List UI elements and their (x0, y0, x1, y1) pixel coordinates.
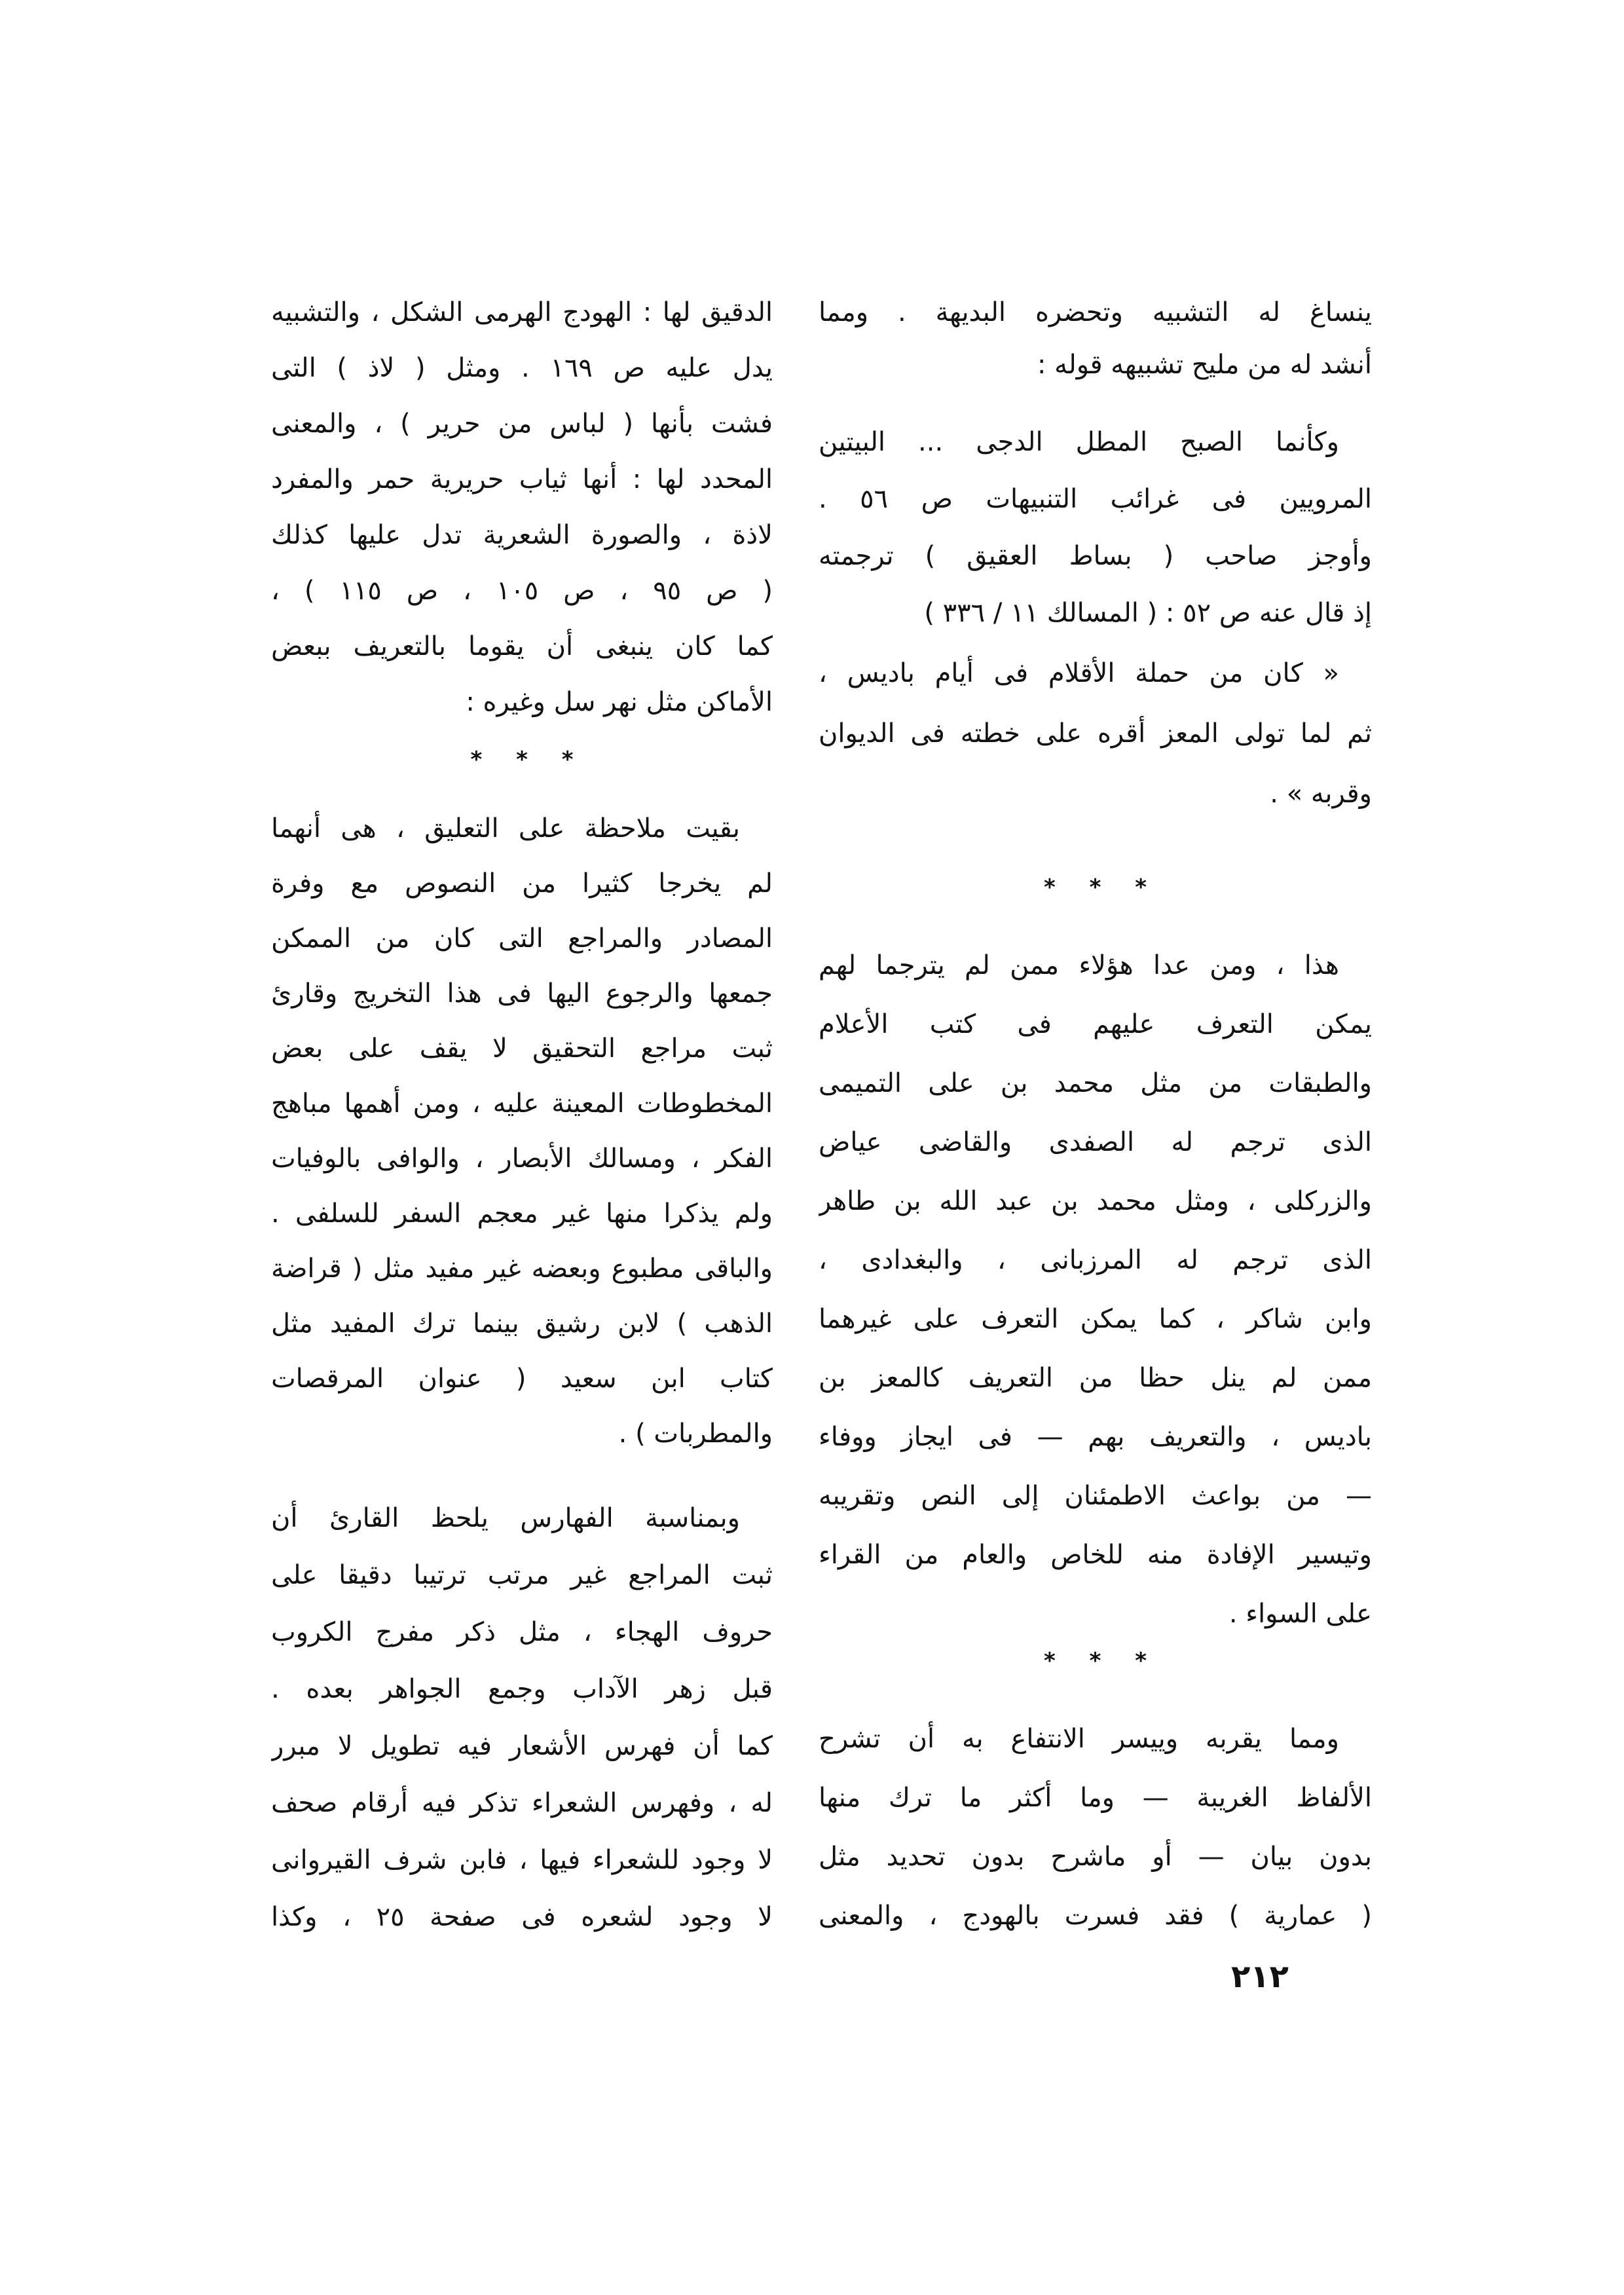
text-line: المصادر والمراجع التى كان من الممكن (271, 924, 773, 954)
section-separator: * * * (470, 747, 574, 773)
text-line: جمعها والرجوع اليها فى هذا التخريج وقارئ (271, 979, 773, 1009)
text-line: بقيت ملاحظة على التعليق ، هى أنهما (271, 813, 740, 844)
text-line: ثبت مراجع التحقيق لا يقف على بعض (271, 1034, 773, 1064)
text-line: إذ قال عنه ص ٥٢ : ( المسالك ١١ / ٣٣٦ ) (924, 598, 1372, 628)
text-line: الذى ترجم له المرزبانى ، والبغدادى ، (819, 1245, 1372, 1275)
text-line: والزركلى ، ومثل محمد بن عبد الله بن طاهر (819, 1186, 1372, 1216)
text-line: وبمناسبة الفهارس يلحظ القارئ أن (271, 1503, 740, 1533)
text-line: كما كان ينبغى أن يقوما بالتعريف ببعض (271, 631, 773, 662)
text-line: يدل عليه ص ١٦٩ . ومثل ( لاذ ) التى (271, 353, 773, 383)
text-line: ( ص ٩٥ ، ص ١٠٥ ، ص ١١٥ ) ، (271, 576, 773, 606)
text-line: باديس ، والتعريف بهم — فى ايجاز ووفاء (819, 1422, 1372, 1452)
paragraph (819, 286, 1372, 391)
text-line: المحدد لها : أنها ثياب حريرية حمر والمفرد (271, 464, 773, 494)
text-line: فشت بأنها ( لباس من حرير ) ، والمعنى (271, 409, 773, 439)
text-line: وتيسير الإفادة منه للخاص والعام من القراء (819, 1540, 1372, 1570)
page-number: ٢١٢ (1231, 1958, 1289, 1995)
text-line: الأماكن مثل نهر سل وغيره : (466, 687, 773, 717)
text-line: ثم لما تولى المعز أقره على خطته فى الديوان (819, 718, 1372, 749)
text-line: ومما يقربه وييسر الانتفاع به أن تشرح (819, 1724, 1339, 1754)
text-line: والمطربات ) . (618, 1419, 773, 1449)
text-line: — من بواعث الاطمئنان إلى النص وتقريبه (819, 1481, 1372, 1511)
text-line: لاذة ، والصورة الشعرية تدل عليها كذلك (271, 520, 773, 550)
text-line: والباقى مطبوع وبعضه غير مفيد مثل ( قراضة (271, 1254, 773, 1284)
text-line: المرويين فى غرائب التنبيهات ص ٥٦ . (819, 484, 1372, 514)
text-line: ينساغ له التشبيه وتحضره البديهة . ومما (819, 297, 1372, 327)
paragraph (819, 1709, 1372, 1945)
text-line: على السواء . (1228, 1599, 1372, 1629)
paragraph (271, 1490, 773, 1946)
text-line: بدون بيان — أو ماشرح بدون تحديد مثل (819, 1842, 1372, 1872)
text-line: الفكر ، ومسالك الأبصار ، والوافى بالوفيات (271, 1144, 773, 1174)
text-line: أنشد له من مليح تشبيهه قوله : (1037, 350, 1372, 380)
text-line: كما أن فهرس الأشعار فيه تطويل لا مبرر (271, 1731, 773, 1761)
text-line: الذهب ) لابن رشيق بينما ترك المفيد مثل (271, 1309, 773, 1339)
text-line: الذى ترجم له الصفدى والقاضى عياض (819, 1127, 1372, 1157)
text-line: له ، وفهرس الشعراء تذكر فيه أرقام صحف (271, 1788, 773, 1818)
text-line: الألفاظ الغريبة — وما أكثر ما ترك منها (819, 1783, 1372, 1813)
text-line: وابن شاكر ، كما يمكن التعرف على غيرهما (819, 1304, 1372, 1334)
text-line: قبل زهر الآداب وجمع الجواهر بعده . (271, 1674, 773, 1704)
text-line: وأوجز صاحب ( بساط العقيق ) ترجمته (819, 541, 1372, 571)
text-line: ( عمارية ) فقد فسرت بالهودج ، والمعنى (819, 1901, 1372, 1931)
paragraph (819, 936, 1372, 1643)
quotation (819, 643, 1372, 824)
text-line: ثبت المراجع غير مرتب ترتيبا دقيقا على (271, 1560, 773, 1590)
text-line: يمكن التعرف عليهم فى كتب الأعلام (819, 1009, 1372, 1039)
text-line: وقربه » . (1270, 779, 1372, 809)
text-line: ممن لم ينل حظا من التعريف كالمعز بن (819, 1363, 1372, 1393)
paragraph (271, 801, 773, 1461)
section-separator: * * * (1043, 874, 1147, 901)
text-line: هذا ، ومن عدا هؤلاء ممن لم يترجما لهم (819, 950, 1339, 980)
text-line: لا وجود لشعره فى صفحة ٢٥ ، وكذا (271, 1902, 773, 1932)
paragraph (819, 414, 1372, 642)
text-line: « كان من حملة الأقلام فى أيام باديس ، (819, 658, 1339, 688)
text-line: لا وجود للشعراء فيها ، فابن شرف القيروانى (271, 1845, 773, 1875)
text-line: وكأنما الصبح المطل الدجى ... البيتين (819, 427, 1339, 457)
paragraph (271, 285, 773, 730)
section-separator: * * * (1043, 1648, 1147, 1674)
text-line: ولم يذكرا منها غير معجم السفر للسلفى . (271, 1199, 773, 1229)
text-line: المخطوطات المعينة عليه ، ومن أهمها مباهج (271, 1089, 773, 1119)
text-line: حروف الهجاء ، مثل ذكر مفرج الكروب (271, 1617, 773, 1647)
text-line: كتاب ابن سعيد ( عنوان المرقصات (271, 1364, 773, 1394)
text-line: والطبقات من مثل محمد بن على التميمى (819, 1068, 1372, 1098)
text-line: الدقيق لها : الهودج الهرمى الشكل ، والتشبيه (271, 297, 773, 327)
text-line: لم يخرجا كثيرا من النصوص مع وفرة (271, 868, 773, 899)
